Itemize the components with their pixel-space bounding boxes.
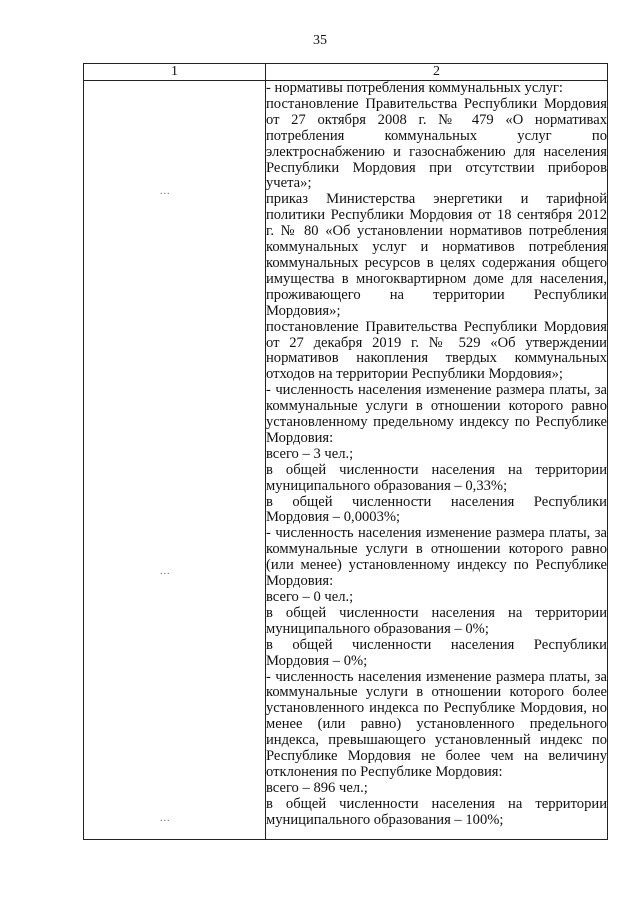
paragraph: всего – 3 чел.; xyxy=(266,445,354,462)
paragraph: - нормативы потребления коммунальных услуг: xyxy=(266,80,563,96)
column-2-header: 2 xyxy=(266,64,608,81)
column-1-header: 1 xyxy=(84,64,266,81)
paragraph: в общей численности населения Республики Мордовия – 0%; xyxy=(266,636,607,669)
paragraph: - численность населения изменение размера платы, за коммунальные услуги в отношении которого равно установленному предельному индексу по Республике Мордовия: xyxy=(266,382,607,446)
paragraph: всего – 896 чел.; xyxy=(266,779,368,796)
column-2-cell xyxy=(266,81,608,840)
paragraph: приказ Министерства энергетики и тарифной политики Республики Мордовия от 18 сентября 2012 г. № 80 «Об установлении нормативов потребления коммунальных услуг и нормативов потребления коммунальных ресурсов в целях содержания общего имущества в многоквартирном доме для населения, проживающего на территории Республики Мордовия»; xyxy=(266,191,607,319)
table-header-row xyxy=(84,64,608,81)
paragraph: в общей численности населения на территории муниципального образования – 100%; xyxy=(266,795,607,828)
page-number: 35 xyxy=(313,33,327,48)
table-row xyxy=(84,81,608,840)
paragraph: в общей численности населения Республики Мордовия – 0,0003%; xyxy=(266,493,607,526)
paragraph: в общей численности населения на территории муниципального образования – 0%; xyxy=(266,604,607,637)
paragraph: всего – 0 чел.; xyxy=(266,589,354,605)
document-table xyxy=(83,63,608,840)
paragraph: - численность населения изменение размера платы, за коммунальные услуги в отношении которого более установленного индекса по Республике Мордовия, но менее (или равно) установленного предельного индекса, превышающего установленный индекс по Республике Мордовия не более чем на величину отклонения по Республике Мордовия: xyxy=(266,668,607,780)
margin-mark: ... xyxy=(160,186,171,197)
paragraph: - численность населения изменение размера платы, за коммунальные услуги в отношении которого равно (или менее) установленному индексу по Республике Мордовия: xyxy=(266,525,607,590)
column-1-cell xyxy=(84,81,266,840)
paragraph: постановление Правительства Республики Мордовия от 27 октября 2008 г. № 479 «О нормативах потребления коммунальных услуг по электроснабжению и газоснабжению для населения Республики Мордовия при отсутствии приборов учета»; xyxy=(266,95,607,192)
paragraph: в общей численности населения на территории муниципального образования – 0,33%; xyxy=(266,461,607,494)
margin-mark: ... xyxy=(160,566,171,577)
paragraph: постановление Правительства Республики Мордовия от 27 декабря 2019 г. № 529 «Об утверждении нормативов накопления твердых коммунальных отходов на территории Республики Мордовия»; xyxy=(266,318,607,383)
margin-mark: ... xyxy=(160,813,171,824)
